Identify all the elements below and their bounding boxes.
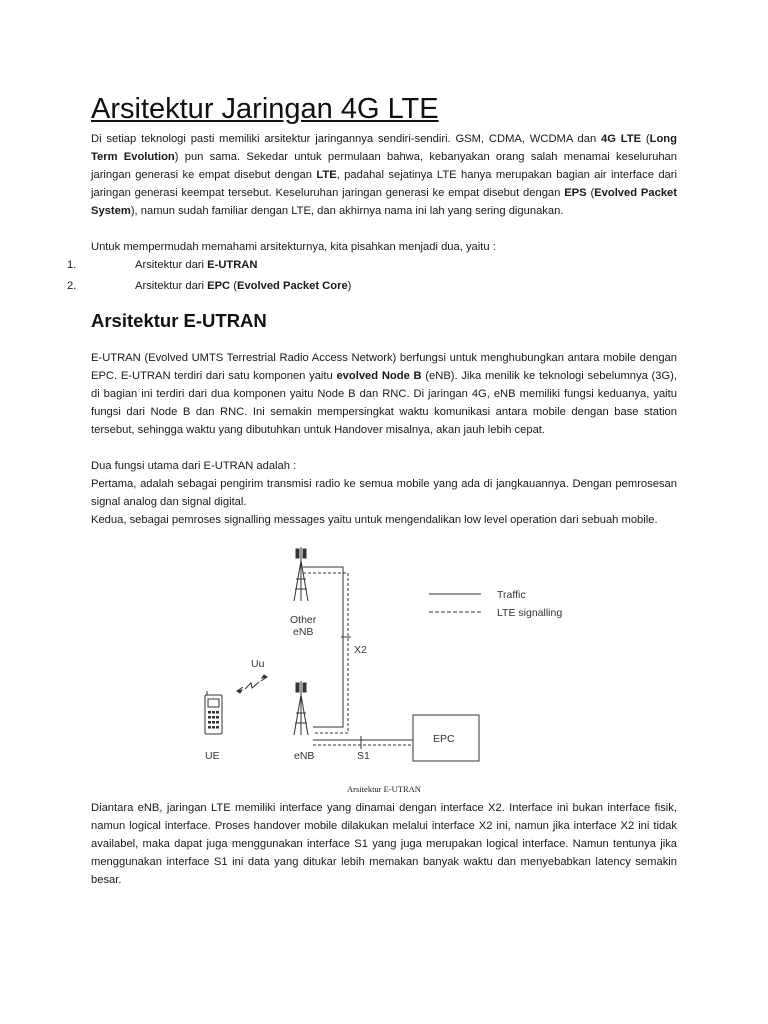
other-enb-tower-icon [294,547,308,601]
functions-first: Pertama, adalah sebagai pengirim transmisi radio ke semua mobile yang ada di jangkauannya. Dengan pemrosesan signal analog dan signal digital. [91,478,677,508]
ue-label: UE [205,750,220,762]
epc-label: EPC [433,733,455,745]
list-item: 2. Arsitektur dari EPC (Evolved Packet Core) [67,280,352,292]
other-enb-label-2: eNB [293,626,314,638]
s1-label: S1 [357,750,370,762]
list-item: 1. Arsitektur dari E-UTRAN [67,259,258,271]
document-page [67,92,677,889]
enb-tower-icon [294,681,308,735]
page-title: Arsitektur Jaringan 4G LTE [91,93,439,125]
eutran-paragraph: E-UTRAN (Evolved UMTS Terrestrial Radio Access Network) berfungsi untuk menghubungkan antara mobile dengan EPC. E-UTRAN terdiri dari satu komponen yaitu evolved Node B (eNB). Jika menilik ke teknologi sebelumnya (3G), di bagian ini terdiri dari dua komponen yaitu Node B dan RNC. Di jaringan 4G, eNB memiliki fungsi keduanya, yaitu fungsi dari Node B dan RNC. Ini semakin mempersingkat waktu komunikasi antara mobile dengan base station tersebut, sehingga waktu yang dibutuhkan untuk Handover misalnya, akan jauh lebih cepat. [91,352,677,436]
eutran-diagram [91,539,677,781]
functions-second: Kedua, sebagai pemroses signalling messages yaitu untuk mengendalikan low level operation dari sebuah mobile. [91,514,658,526]
other-enb-label: Other [290,614,317,626]
x2-traffic-line [303,567,343,727]
enb-label: eNB [294,750,315,762]
x2-label: X2 [354,644,367,656]
radio-link-icon [237,675,267,693]
section-title: Arsitektur E-UTRAN [91,310,267,331]
legend-traffic-label: Traffic [497,589,526,601]
figure-caption: Arsitektur E-UTRAN [347,784,421,794]
eutran-diagram-svg [91,539,677,781]
uu-label: Uu [251,658,265,670]
split-paragraph: Untuk mempermudah memahami arsitekturnya, kita pisahkan menjadi dua, yaitu : [91,241,496,253]
x2-signalling-line [303,573,348,733]
legend-signalling-label: LTE signalling [497,607,563,619]
intro-paragraph: Di setiap teknologi pasti memiliki arsitektur jaringannya sendiri-sendiri. GSM, CDMA, WCDMA dan 4G LTE (Long Term Evolution) pun sama. Sekedar untuk permulaan bahwa, kebanyakan orang salah menamai keseluruhan jaringan generasi ke empat disebut dengan LTE, padahal sejatinya LTE hanya merupakan bagian air interface dari jaringan generasi keempat tersebut. Keseluruhan jaringan generasi ke empat disebut dengan EPS (Evolved Packet System), namun sudah familiar dengan LTE, dan akhirnya nama ini lah yang sering digunakan. [91,133,677,217]
architecture-list [67,256,677,295]
ue-phone-icon [205,691,222,734]
functions-heading: Dua fungsi utama dari E-UTRAN adalah : [91,460,297,472]
closing-paragraph: Diantara eNB, jaringan LTE memiliki interface yang dinamai dengan interface X2. Interface ini bukan interface fisik, namun logical interface. Proses handover mobile dilakukan melalui interface X2 ini, namun jika interface X2 ini tidak availabel, maka dapat juga menggunakan interface S1 yang juga merupakan logical interface. Namun tentunya jika menggunakan interface S1 ini data yang ditukar lebih memakan banyak waktu dan menyebabkan latency semakin besar. [91,802,677,886]
